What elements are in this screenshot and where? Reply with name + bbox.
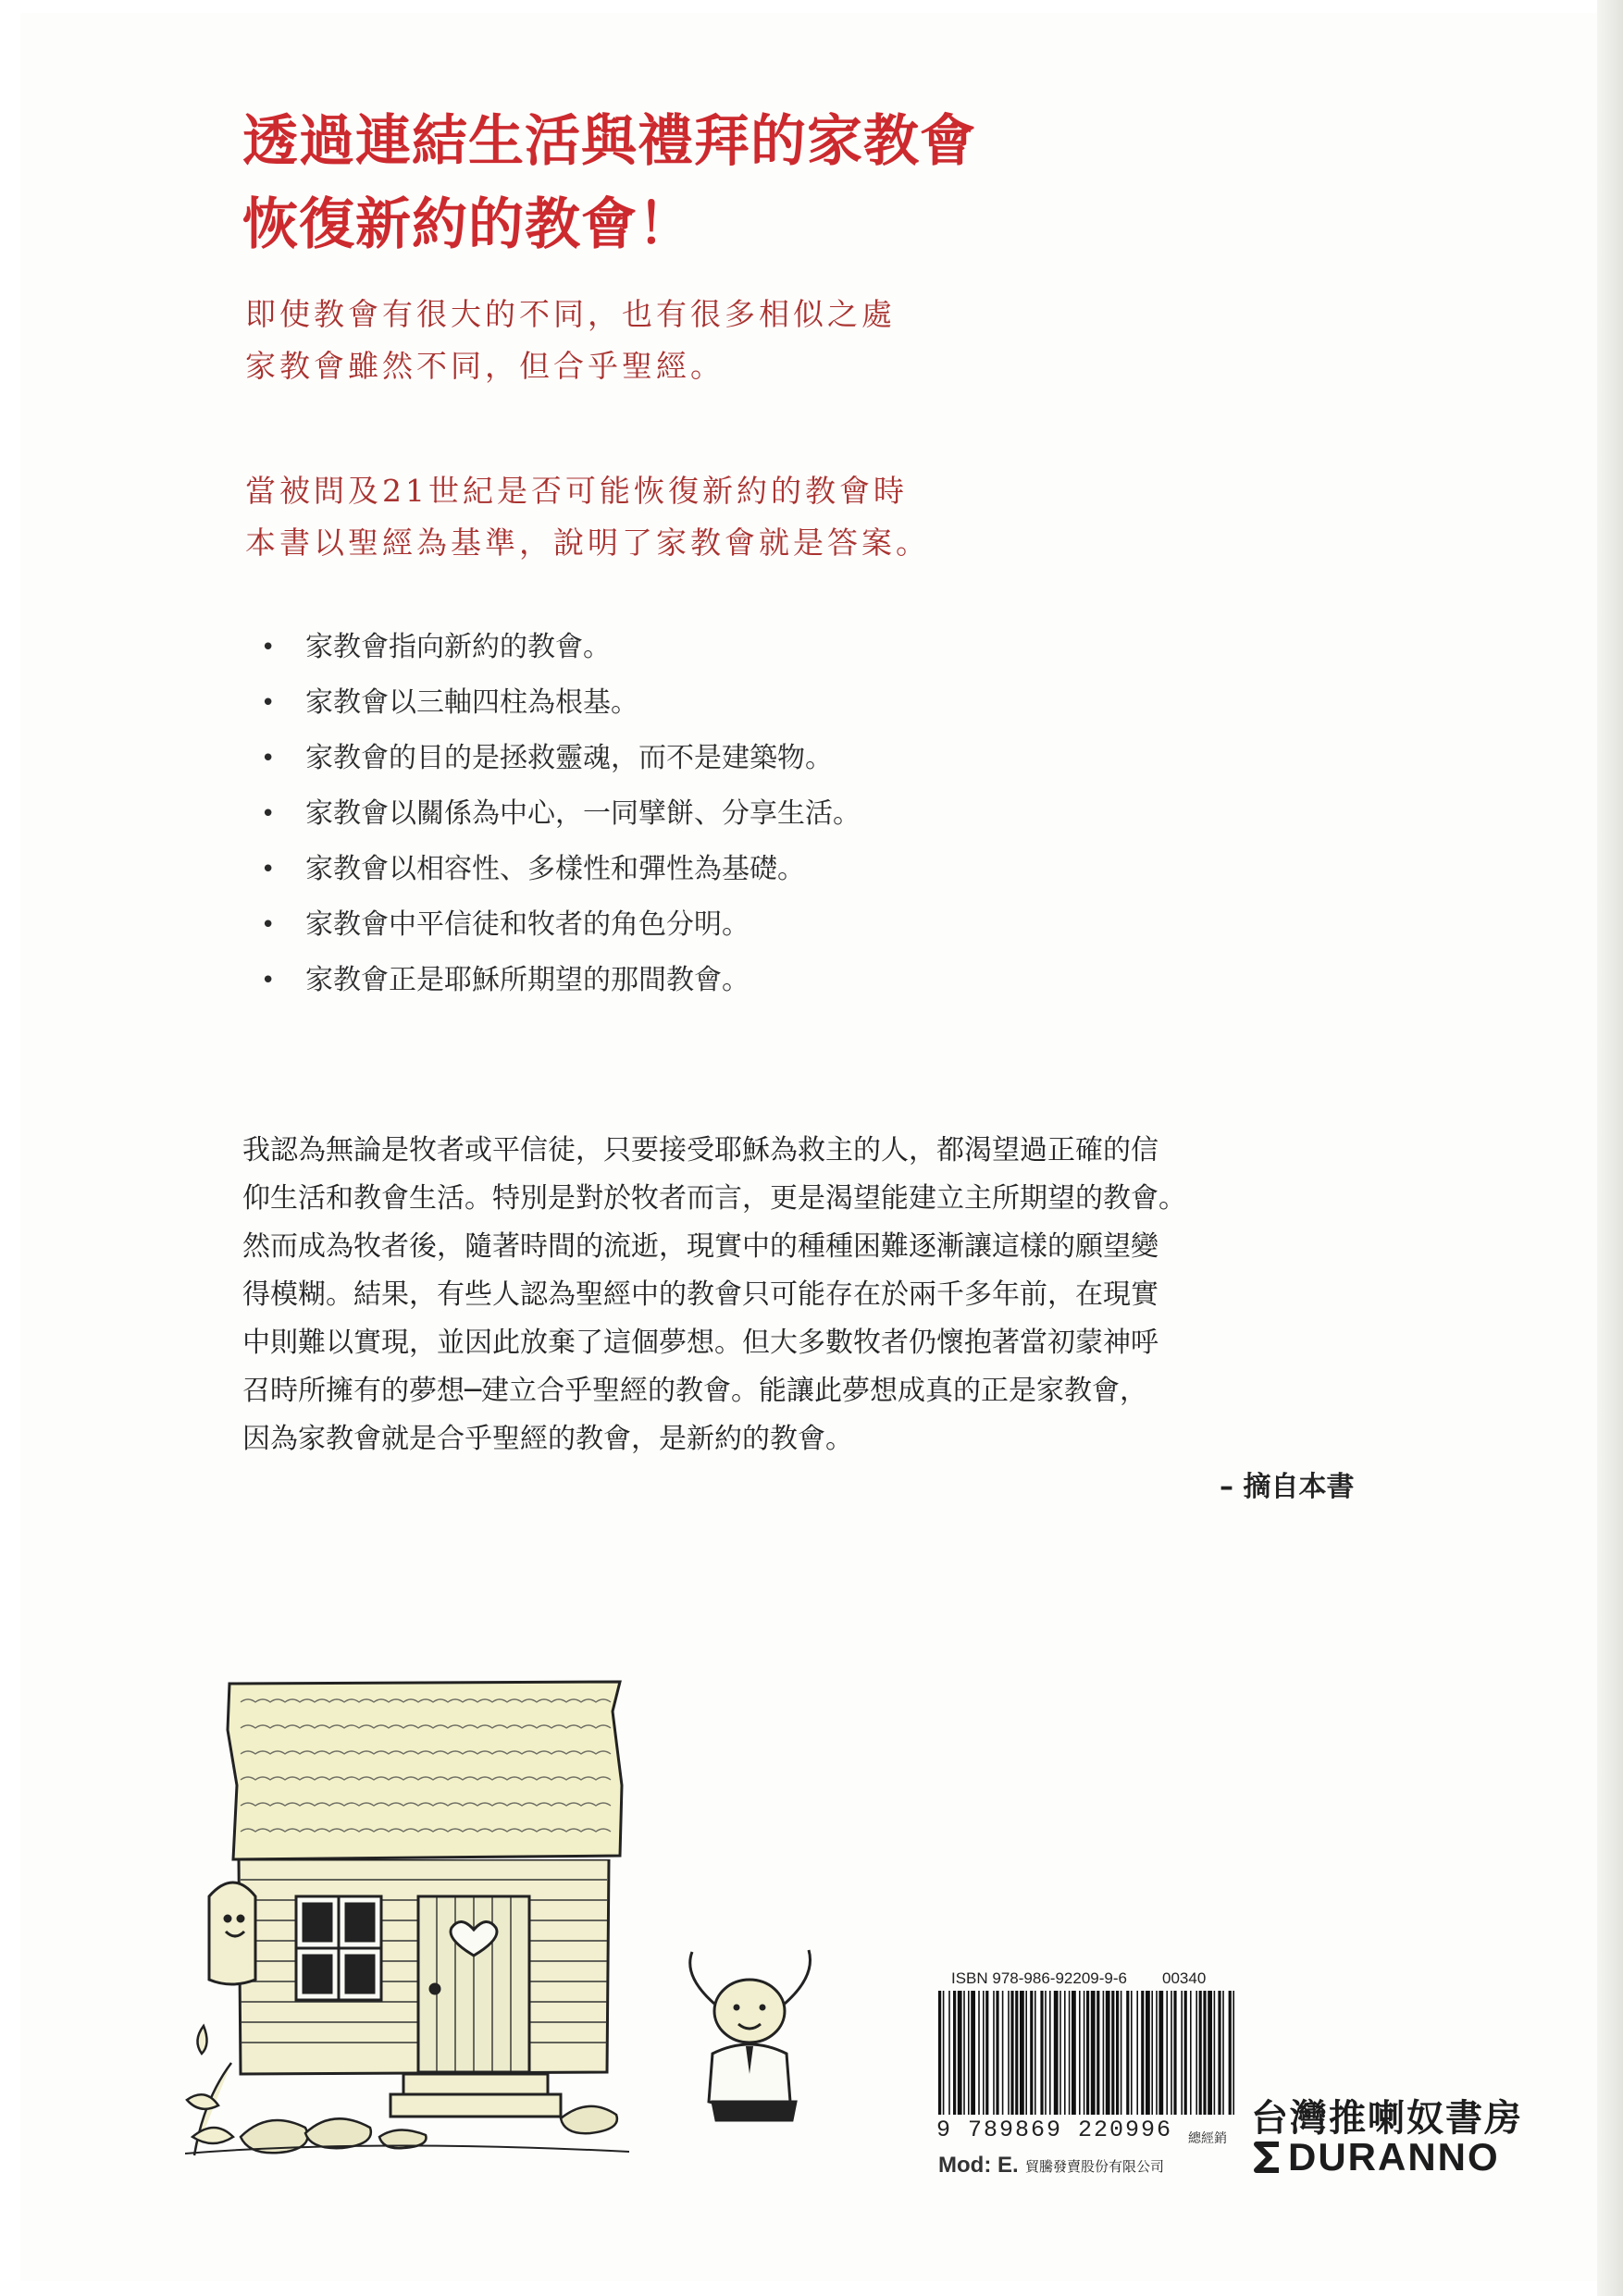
barcode-bar (1166, 1991, 1168, 2115)
barcode-bar (1214, 1991, 1216, 2115)
imprint-logo: Mod: E. (938, 2153, 1019, 2178)
barcode-bar (1010, 1991, 1013, 2115)
barcode-bar (1151, 1991, 1153, 2115)
publisher-brand: DURANNO (1288, 2135, 1500, 2179)
barcode-bar (1002, 1991, 1004, 2115)
feature-list (261, 620, 861, 1008)
list-item-text: 家教會的目的是拯救靈魂，而不是建築物。 (305, 742, 833, 774)
barcode-bar (1096, 1991, 1099, 2115)
barcode-bar (1116, 1991, 1119, 2115)
barcode-bar (971, 1991, 975, 2115)
barcode-bar (1064, 1991, 1066, 2115)
publisher-name: 台灣推喇奴書房 (1251, 2096, 1523, 2140)
bullet-icon: • (261, 967, 276, 994)
barcode-bar (1146, 1991, 1150, 2115)
barcode-bar (1171, 1991, 1172, 2115)
barcode-digits: 9 789869 220996 (936, 2117, 1173, 2143)
barcode-bar (1229, 1991, 1232, 2115)
headline-line-2: 恢復新約的教會！ (242, 192, 694, 257)
barcode-bar (1079, 1991, 1081, 2115)
plant (187, 2026, 233, 2155)
barcode-bar (1199, 1991, 1202, 2115)
barcode-bar (983, 1991, 985, 2115)
book-excerpt (242, 1127, 1418, 1463)
window (296, 1896, 381, 2000)
bullet-icon: • (261, 856, 276, 883)
list-item-text: 家教會中平信徒和牧者的角色分明。 (305, 908, 750, 941)
list-item (261, 953, 861, 1008)
barcode-bar (1233, 1991, 1234, 2115)
bullet-icon: • (261, 689, 276, 717)
barcode-bar (1025, 1991, 1027, 2115)
list-item (261, 731, 861, 786)
barcode-bar (1136, 1991, 1138, 2115)
list-item (261, 675, 861, 731)
barcode-bar (985, 1991, 988, 2115)
excerpt-line: 然而成為牧者後，隨著時間的流逝，現實中的種種困難逐漸讓這樣的願望變 (242, 1230, 1158, 1263)
barcode-bar (1218, 1991, 1220, 2115)
barcode-bar (948, 1991, 950, 2115)
barcode-bar (1045, 1991, 1047, 2115)
excerpt-line: 仰生活和教會生活。特別是對於牧者而言，更是渴望能建立主所期望的教會。 (242, 1182, 1186, 1215)
barcode-bar (1020, 1991, 1024, 2115)
excerpt-line: 召時所擁有的夢想─建立合乎聖經的教會。能讓此夢想成真的正是家教會， (242, 1375, 1148, 1407)
headline (242, 100, 976, 266)
list-item-text: 家教會以關係為中心，一同擘餅、分享生活。 (305, 797, 861, 830)
barcode-bar (1111, 1991, 1114, 2115)
barcode-bar (1121, 1991, 1122, 2115)
steps (390, 2074, 561, 2117)
barcode-bar (993, 1991, 995, 2115)
barcode-bar (1126, 1991, 1129, 2115)
distributor-label: 總經銷 (1188, 2131, 1227, 2146)
publisher-logo (1251, 2135, 1500, 2179)
price-code: 00340 (1162, 1969, 1207, 1987)
barcode-bar (1158, 1991, 1163, 2115)
barcode-bar (1203, 1991, 1206, 2115)
barcode-bar (963, 1991, 965, 2115)
barcode-bar (1069, 1991, 1071, 2115)
duranno-logo-icon (1251, 2139, 1282, 2176)
barcode-bar (1131, 1991, 1133, 2115)
barcode-bar (1054, 1991, 1059, 2115)
barcode-bar (1190, 1991, 1192, 2115)
isbn-label: ISBN 978-986-92209-9-6 (951, 1969, 1127, 1987)
door (418, 1896, 529, 2072)
intro-line-3: 當被問及21世紀是否可能恢復新約的教會時 (245, 473, 908, 509)
barcode-bar (1103, 1991, 1105, 2115)
barcode (935, 1991, 1240, 2115)
barcode-bar (1084, 1991, 1085, 2115)
list-item-text: 家教會指向新約的教會。 (305, 631, 611, 663)
list-item (261, 897, 861, 953)
intro-line-2: 家教會雖然不同，但合乎聖經。 (245, 348, 725, 384)
list-item (261, 620, 861, 675)
excerpt-line: 中則難以實現，並因此放棄了這個夢想。但大多數牧者仍懷抱著當初蒙神呼 (242, 1327, 1158, 1359)
barcode-bar (958, 1991, 962, 2115)
barcode-bar (1072, 1991, 1076, 2115)
barcode-bar (1106, 1991, 1110, 2115)
barcode-bar (1184, 1991, 1187, 2115)
barcode-bar (1181, 1991, 1183, 2115)
barcode-bar (1059, 1991, 1061, 2115)
waving-kid-illustration (675, 1943, 833, 2128)
barcode-bar (1049, 1991, 1051, 2115)
intro-line-4: 本書以聖經為基準，說明了家教會就是答案。 (245, 525, 930, 561)
barcode-bar (1008, 1991, 1010, 2115)
intro-line-1: 即使教會有很大的不同，也有很多相似之處 (245, 296, 896, 332)
barcode-bar (1030, 1991, 1033, 2115)
barcode-bar (943, 1991, 945, 2115)
list-item-text: 家教會以三軸四柱為根基。 (305, 686, 638, 719)
bullet-icon: • (261, 745, 276, 772)
barcode-bar (996, 1991, 998, 2115)
barcode-bar (1040, 1991, 1043, 2115)
excerpt-line: 得模糊。結果，有些人認為聖經中的教會只可能存在於兩千多年前，在現實 (242, 1278, 1158, 1311)
barcode-bar (938, 1991, 941, 2115)
barcode-bar (1156, 1991, 1158, 2115)
excerpt-line: 因為家教會就是合乎聖經的教會，是新約的教會。 (242, 1423, 853, 1455)
peeking-person (209, 1882, 255, 1984)
bullet-icon: • (261, 911, 276, 939)
roof (228, 1682, 622, 1859)
barcode-bar (1015, 1991, 1018, 2115)
barcode-bar (968, 1991, 970, 2115)
list-item-text: 家教會正是耶穌所期望的那間教會。 (305, 964, 750, 996)
barcode-bar (978, 1991, 980, 2115)
imprint-name: 貿騰發賣股份有限公司 (1025, 2158, 1165, 2175)
bullet-icon: • (261, 800, 276, 828)
headline-line-1: 透過連結生活與禮拜的家教會 (242, 109, 976, 174)
barcode-bar (1035, 1991, 1036, 2115)
intro-block-1 (245, 289, 896, 392)
barcode-bar (1208, 1991, 1212, 2115)
list-item (261, 842, 861, 897)
list-item-text: 家教會以相容性、多樣性和彈性為基礎。 (305, 853, 805, 885)
barcode-bar (1141, 1991, 1144, 2115)
page-edge (1597, 0, 1623, 2296)
barcode-bar (1086, 1991, 1089, 2115)
excerpt-source: – 摘自本書 (1220, 1471, 1355, 1503)
excerpt-line: 我認為無論是牧者或平信徒，只要接受耶穌為救主的人，都渴望過正確的信 (242, 1134, 1158, 1167)
barcode-bar (1196, 1991, 1197, 2115)
list-item (261, 786, 861, 842)
intro-block-2 (245, 465, 930, 569)
barcode-bar (1091, 1991, 1096, 2115)
barcode-bar (1173, 1991, 1176, 2115)
barcode-bar (1222, 1991, 1224, 2115)
bullet-icon: • (261, 634, 276, 661)
barcode-bar (953, 1991, 956, 2115)
